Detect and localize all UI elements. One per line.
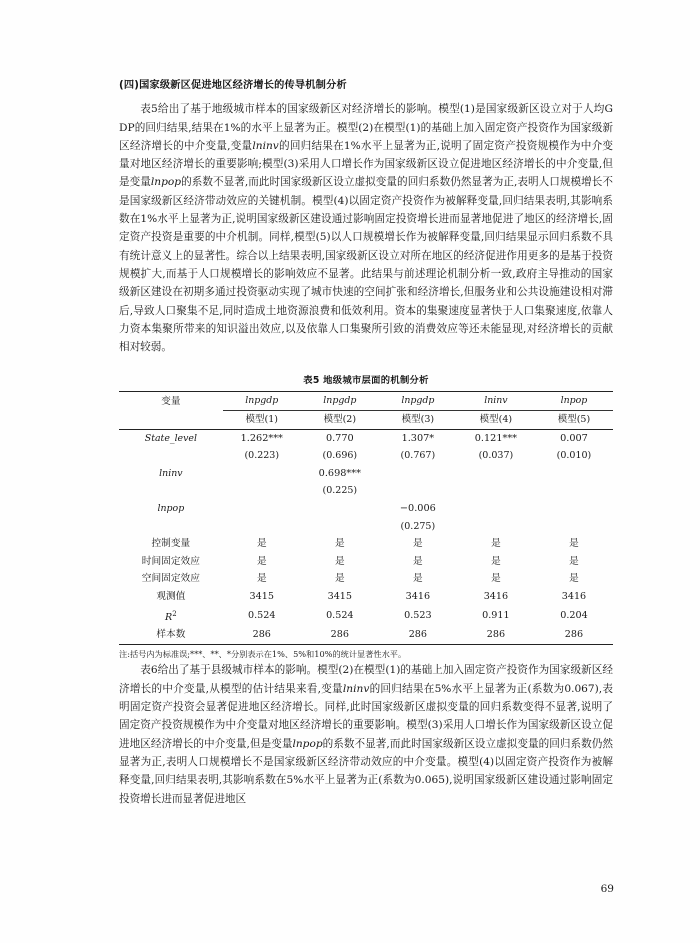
cell-coef: [535, 500, 613, 518]
cell-value: 3416: [405, 590, 431, 602]
paragraph-mechanism-analysis: 表5给出了基于地级城市样本的国家级新区对经济增长的影响。模型(1)是国家级新区设立对于人均GDP的回归结果,结果在1%的水平上显著为正。模型(2)在模型(1)的基础上加入固定资产投资作为国家级新区经济增长的中介变量,变量lninv的回归结果在1%水平上显著为正,说明了固定资产投资规模作为中介变量对地区经济增长的重要影响;模型(3)采用人口增长作为国家级新区设立促进地区经济增长的中介变量,但是变量lnpop的系数不显著,而此时国家级新区设立虚拟变量的回归系数仍然显著为正,表明人口规模增长不是国家级新区经济带动效应的关键机制。模型(4)以固定资产投资作为被解释变量,回归结果表明,其影响系数在1%水平上显著为正,说明国家级新区建设通过影响固定投资增长进而显著地促进了地区的经济增长,固定资产投资是重要的中介机制。同样,模型(5)以人口规模增长作为被解释变量,回归结果显示回归系数不具有统计意义上的显著性。综合以上结果表明,国家级新区设立对所在地区的经济促进作用更多的是基于投资规模扩大,而基于人口规模增长的影响效应不显著。此结果与前述理论机制分析一致,政府主导推动的国家级新区建设在初期多通过投资驱动实现了城市快速的空间扩张和经济增长,但服务业和公共设施建设相对滞后,导致人口聚集不足,同时造成土地资源浪费和低效利用。资本的集聚速度显著快于人口集聚速度,依靠人力资本集聚所带来的知识溢出效应,以及依靠人口集聚所引致的消费效应等还未能显现,对经济增长的贡献相对较弱。: [119, 103, 614, 354]
table-row: [119, 588, 613, 606]
cell-value: 是: [335, 538, 345, 550]
cell-value: 是: [491, 555, 501, 567]
cell-se: (0.010): [556, 450, 592, 462]
table-row: [119, 626, 613, 644]
cell-value: 0.204: [560, 610, 588, 622]
cell-value: 是: [413, 538, 423, 550]
row-label-space-fe: 空间固定效应: [141, 573, 200, 585]
cell-value: 是: [413, 555, 423, 567]
row-label-blank: [119, 447, 223, 465]
cell-value: 是: [335, 573, 345, 585]
header-variable-label: 变量: [161, 395, 181, 407]
cell-coef: 0.121***: [474, 432, 518, 444]
row-label-blank: [119, 482, 223, 500]
page-number: 69: [600, 883, 614, 895]
cell-se: [457, 482, 535, 500]
header-depvar-3: lnpgdp: [379, 392, 457, 411]
cell-se: [223, 482, 301, 500]
table-row: [119, 429, 613, 447]
paragraph-county-level-analysis: 表6给出了基于县级城市样本的影响。模型(2)在模型(1)的基础上加入固定资产投资作为国家级新区经济增长的中介变量,从模型的估计结果来看,变量lninv的回归结果在5%水平上显著为正(系数为0.067),表明固定资产投资会显著促进地区经济增长。同样,此时国家级新区虚拟变量的回归系数变得不显著,说明了固定资产投资规模作为中介变量对地区经济增长的重要影响。模型(3)采用人口增长作为国家级新区设立促进地区经济增长的中介变量,但是变量lnpop的系数不显著,而此时国家级新区设立虚拟变量的回归系数仍然显著为正,表明人口规模增长不是国家级新区经济带动效应的中介变量。模型(4)以固定资产投资作为被解释变量,回归结果表明,其影响系数在5%水平上显著为正(系数为0.065),说明国家级新区建设通过影响固定投资增长进而显著促进地区: [119, 664, 613, 805]
table-header-depvars: [119, 392, 613, 411]
table-row: [119, 447, 613, 465]
header-model-4: 模型(4): [479, 414, 513, 426]
cell-coef: [457, 500, 535, 518]
cell-value: 是: [569, 538, 579, 550]
table-row: [119, 606, 613, 627]
cell-se: (0.225): [322, 485, 358, 497]
table-note: 注:括号内为标准误;***、**、*分别表示在1%、5%和10%的统计显著性水平。: [119, 649, 407, 660]
cell-se: (0.037): [478, 450, 514, 462]
header-depvar-1: lnpgdp: [223, 392, 301, 411]
cell-se: (0.223): [244, 450, 280, 462]
table-header-models: [119, 411, 613, 430]
row-label-lnpop: lnpop: [157, 503, 185, 515]
cell-value: 是: [256, 573, 267, 585]
cell-value: 0.523: [404, 610, 432, 622]
table-row: [119, 465, 613, 483]
cell-value: 是: [256, 538, 267, 550]
cell-coef: 0.007: [560, 432, 588, 444]
cell-value: 是: [569, 573, 579, 585]
cell-value: 3415: [327, 590, 353, 602]
cell-coef: [535, 465, 613, 483]
cell-se: [301, 518, 379, 536]
table-5-block: [119, 372, 613, 661]
row-label-observations: 观测值: [156, 590, 186, 602]
row-label-state-level: State_level: [144, 432, 197, 444]
table-row: [119, 500, 613, 518]
cell-value: 286: [486, 629, 506, 641]
header-model-5: 模型(5): [557, 414, 591, 426]
header-model-blank: [119, 411, 223, 430]
cell-coef: 0.770: [325, 432, 354, 444]
regression-table: [119, 391, 613, 645]
page-content: [119, 78, 613, 808]
header-model-2: 模型(2): [323, 414, 357, 426]
row-label-lninv: lninv: [159, 467, 183, 479]
header-depvar-2: lnpgdp: [301, 392, 379, 411]
cell-value: 是: [256, 555, 267, 567]
cell-value: 0.911: [482, 610, 510, 622]
cell-se: [223, 518, 301, 536]
cell-coef: [223, 500, 301, 518]
row-label-sample-size: 样本数: [156, 629, 186, 641]
header-model-1: 模型(1): [245, 414, 278, 426]
row-label-blank: [119, 518, 223, 536]
cell-value: 3415: [249, 590, 274, 602]
cell-coef: −0.006: [399, 503, 436, 515]
table-caption: 表5 地级城市层面的机制分析: [303, 375, 429, 387]
table-row: [119, 570, 613, 588]
row-label-control-vars: 控制变量: [151, 538, 191, 550]
header-depvar-5: lnpop: [535, 392, 613, 411]
cell-coef: [301, 500, 379, 518]
cell-value: 3416: [483, 590, 509, 602]
row-label-time-fe: 时间固定效应: [141, 555, 200, 567]
cell-se: [379, 482, 457, 500]
table-row: [119, 482, 613, 500]
header-model-3: 模型(3): [401, 414, 435, 426]
cell-se: (0.696): [322, 450, 358, 462]
cell-se: [535, 518, 613, 536]
cell-value: 286: [330, 629, 349, 641]
cell-se: (0.767): [400, 450, 436, 462]
cell-coef: 0.698***: [318, 467, 361, 479]
header-depvar-4: lninv: [457, 392, 535, 411]
cell-value: 是: [569, 555, 579, 567]
row-label-r-squared: $R^2$: [165, 609, 177, 623]
cell-value: 286: [564, 629, 584, 641]
cell-coef: [223, 465, 301, 483]
cell-coef: 1.307*: [401, 432, 435, 444]
section-heading: (四)国家级新区促进地区经济增长的传导机制分析: [119, 80, 347, 91]
cell-value: 286: [252, 629, 271, 641]
cell-value: 0.524: [326, 610, 354, 622]
cell-value: 286: [408, 629, 427, 641]
cell-se: [457, 518, 535, 536]
cell-se: [535, 482, 613, 500]
cell-coef: [379, 465, 457, 483]
table-row: [119, 518, 613, 536]
cell-coef: [457, 465, 535, 483]
table-row: [119, 535, 613, 553]
cell-value: 是: [491, 538, 501, 550]
cell-coef: 1.262***: [240, 432, 283, 444]
cell-se: (0.275): [400, 520, 436, 532]
cell-value: 3416: [561, 590, 587, 602]
cell-value: 0.524: [248, 610, 276, 622]
cell-value: 是: [413, 573, 423, 585]
cell-value: 是: [491, 573, 501, 585]
table-row: [119, 553, 613, 571]
cell-value: 是: [335, 555, 345, 567]
